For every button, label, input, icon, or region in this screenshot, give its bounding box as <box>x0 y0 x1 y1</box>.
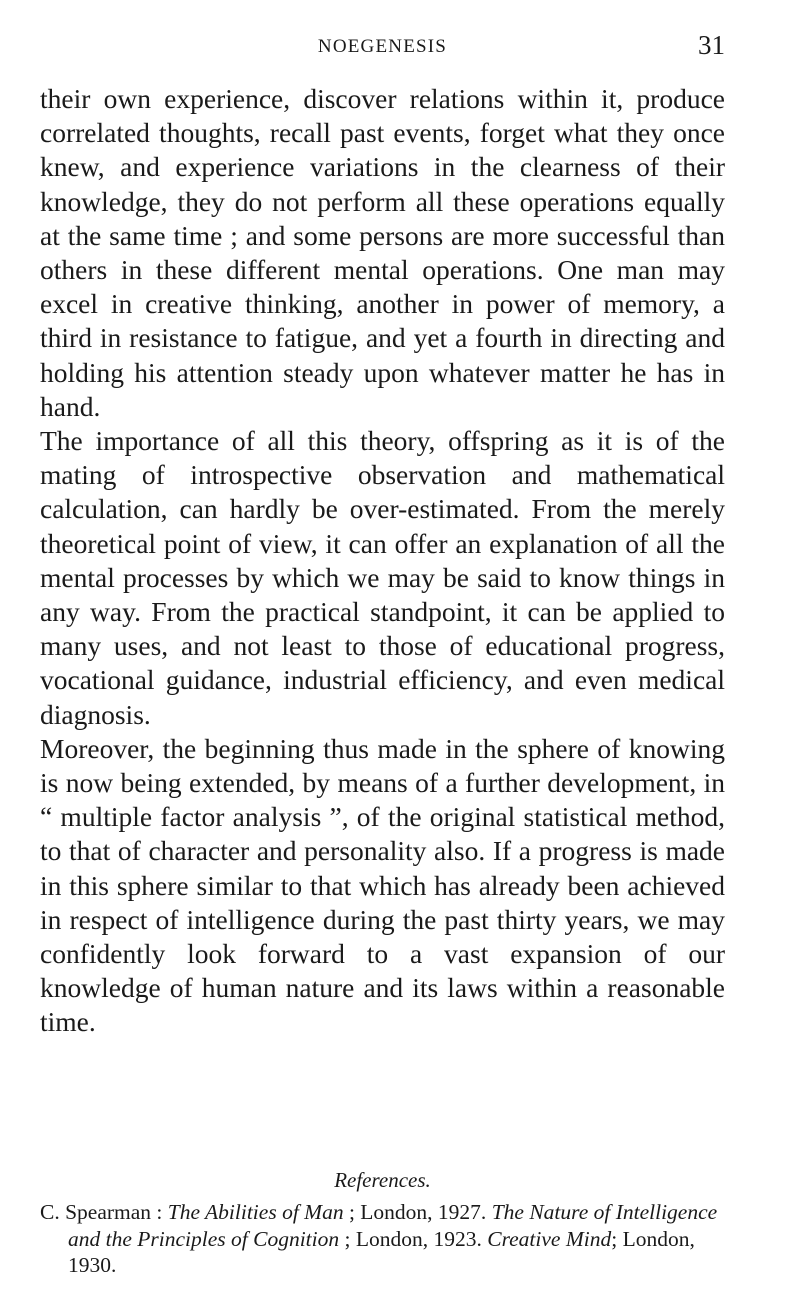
paragraph-importance: The importance of all this theory, offspring as it is of the mating of introspective observation and mathematical calculation, can hardly be over-estimated. From the merely theoretical point of view, it can offer an explanation of all the mental processes by which we may be said to know things in any way. From the practical standpoint, it can be applied to many uses, and not least to those of educational progress, vocational guidance, industrial efficiency, and even medical diagnosis. <box>40 425 725 730</box>
page-number: 31 <box>698 30 725 60</box>
reference-author: C. Spearman : <box>40 1200 163 1224</box>
paragraph-continued: their own experience, discover relations within it, produce correlated thoughts, recall past events, forget what they once knew, and experience variations in the clearness of their knowledge, they do not perform all these operations equally at the same time ; and some persons are more successful than others in these different mental operations. One man may excel in creative thinking, another in power of memory, a third in resistance to fatigue, and yet a fourth in directing and holding his attention steady upon whatever matter he has in hand. <box>40 83 725 422</box>
reference-publication: ; London, 1923. <box>344 1226 482 1251</box>
references-list <box>40 1199 725 1279</box>
references-heading: References. <box>334 1168 431 1192</box>
reference-title: The Abilities of Man <box>167 1200 344 1224</box>
reference-publication: ; London, 1930. <box>68 1226 695 1277</box>
paragraph-moreover: Moreover, the beginning thus made in the sphere of knowing is now being extended, by means of a further development, in “ multiple factor analysis ”, of the original statistical method, to that of character and personality also. If a progress is made in this sphere similar to that which has already been achieved in respect of intelligence during the past thirty years, we may confidently look forward to a vast expansion of our knowledge of human nature and its laws within a reasonable time. <box>40 732 725 1038</box>
reference-title: Creative Mind <box>487 1226 612 1251</box>
running-title: NOEGENESIS <box>317 36 448 57</box>
reference-publication: ; London, 1927. <box>348 1200 487 1224</box>
reference-entry <box>40 1199 725 1279</box>
running-head <box>40 22 725 62</box>
reference-title: The Nature of Intelligence and the Principles of Cognition <box>68 1200 718 1251</box>
body-text <box>40 82 725 1040</box>
